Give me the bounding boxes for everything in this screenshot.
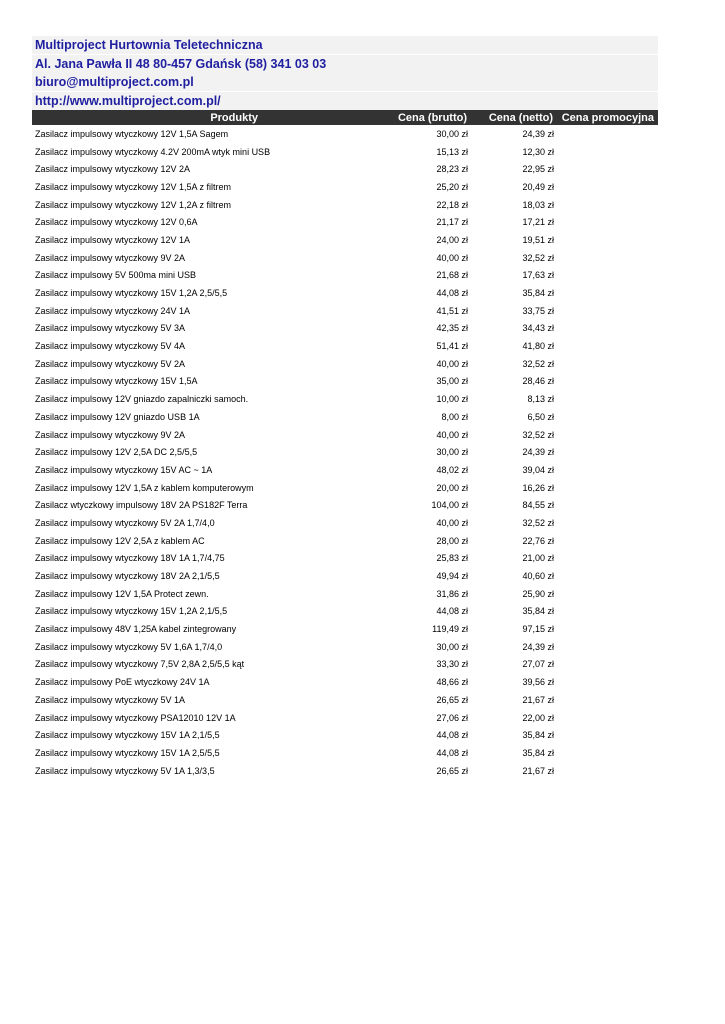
price-brutto-cell: 28,23 zł	[436, 164, 468, 175]
table-row	[32, 603, 658, 621]
price-table	[32, 110, 658, 779]
table-row	[32, 620, 658, 638]
price-promo-cell	[556, 337, 658, 355]
product-name-cell: Zasilacz impulsowy wtyczkowy PSA12010 12V 1A	[35, 712, 236, 723]
product-name-cell: Zasilacz impulsowy wtyczkowy 18V 1A 1,7/4,75	[35, 553, 225, 564]
product-name-cell: Zasilacz impulsowy PoE wtyczkowy 24V 1A	[35, 677, 210, 688]
price-netto-cell: 17,21 zł	[522, 217, 554, 228]
price-promo-cell	[556, 496, 658, 514]
product-name-cell: Zasilacz impulsowy 48V 1,25A kabel zintegrowany	[35, 624, 237, 635]
table-row	[32, 143, 658, 161]
price-promo-cell	[556, 585, 658, 603]
price-brutto-cell: 41,51 zł	[436, 305, 468, 316]
price-brutto-cell: 25,20 zł	[436, 181, 468, 192]
product-name-cell: Zasilacz impulsowy wtyczkowy 12V 1A	[35, 234, 191, 245]
price-brutto-cell: 40,00 zł	[436, 517, 468, 528]
price-netto-cell: 19,51 zł	[522, 234, 554, 245]
product-name-cell: Zasilacz impulsowy 12V gniazdo zapalniczki samoch.	[35, 394, 249, 405]
table-row	[32, 426, 658, 444]
price-promo-cell	[556, 673, 658, 691]
price-netto-cell: 22,95 zł	[522, 164, 554, 175]
column-header-netto: Cena (netto)	[470, 110, 556, 125]
product-name-cell: Zasilacz impulsowy wtyczkowy 15V 1,2A 2,5/5,5	[35, 288, 228, 299]
product-name-cell: Zasilacz impulsowy wtyczkowy 24V 1A	[35, 305, 191, 316]
table-row	[32, 337, 658, 355]
product-name-cell: Zasilacz impulsowy wtyczkowy 12V 1,2A z filtrem	[35, 199, 232, 210]
price-promo-cell	[556, 443, 658, 461]
product-name-cell: Zasilacz impulsowy wtyczkowy 15V 1A 2,5/5,5	[35, 747, 220, 758]
price-brutto-cell: 31,86 zł	[436, 588, 468, 599]
table-row	[32, 249, 658, 267]
product-name-cell: Zasilacz impulsowy 12V 1,5A z kablem komputerowym	[35, 482, 254, 493]
table-row	[32, 443, 658, 461]
price-netto-cell: 39,04 zł	[522, 464, 554, 475]
price-promo-cell	[556, 532, 658, 550]
product-name-cell: Zasilacz impulsowy wtyczkowy 5V 2A 1,7/4,0	[35, 517, 215, 528]
price-brutto-cell: 40,00 zł	[436, 429, 468, 440]
product-name-cell: Zasilacz impulsowy wtyczkowy 15V AC ~ 1A	[35, 464, 213, 475]
price-promo-cell	[556, 638, 658, 656]
price-promo-cell	[556, 620, 658, 638]
price-netto-cell: 33,75 zł	[522, 305, 554, 316]
price-netto-cell: 21,67 zł	[522, 694, 554, 705]
table-row	[32, 390, 658, 408]
price-promo-cell	[556, 125, 658, 143]
price-netto-cell: 35,84 zł	[522, 747, 554, 758]
price-brutto-cell: 25,83 zł	[436, 553, 468, 564]
price-promo-cell	[556, 267, 658, 285]
price-netto-cell: 24,39 zł	[522, 447, 554, 458]
price-brutto-cell: 49,94 zł	[436, 571, 468, 582]
price-promo-cell	[556, 461, 658, 479]
company-website[interactable]: http://www.multiproject.com.pl/	[32, 92, 658, 110]
price-brutto-cell: 48,02 zł	[436, 464, 468, 475]
column-header-product: Produkty	[32, 110, 384, 125]
product-name-cell: Zasilacz impulsowy wtyczkowy 9V 2A	[35, 429, 186, 440]
column-header-promo: Cena promocyjna	[556, 110, 658, 125]
price-brutto-cell: 33,30 zł	[436, 659, 468, 670]
product-name-cell: Zasilacz impulsowy wtyczkowy 12V 0,6A	[35, 217, 198, 228]
price-brutto-cell: 40,00 zł	[436, 358, 468, 369]
price-brutto-cell: 35,00 zł	[436, 376, 468, 387]
product-name-cell: Zasilacz impulsowy wtyczkowy 7,5V 2,8A 2,5/5,5 kąt	[35, 659, 245, 670]
table-row	[32, 178, 658, 196]
price-promo-cell	[556, 550, 658, 568]
price-promo-cell	[556, 744, 658, 762]
table-row	[32, 532, 658, 550]
company-name: Multiproject Hurtownia Teletechniczna	[32, 36, 658, 54]
price-netto-cell: 35,84 zł	[522, 730, 554, 741]
price-table-header	[32, 110, 658, 125]
price-netto-cell: 35,84 zł	[522, 288, 554, 299]
price-promo-cell	[556, 479, 658, 497]
price-promo-cell	[556, 213, 658, 231]
price-brutto-cell: 22,18 zł	[436, 199, 468, 210]
price-promo-cell	[556, 656, 658, 674]
price-brutto-cell: 30,00 zł	[436, 128, 468, 139]
price-brutto-cell: 51,41 zł	[436, 341, 468, 352]
table-row	[32, 196, 658, 214]
price-brutto-cell: 21,17 zł	[436, 217, 468, 228]
table-row	[32, 373, 658, 391]
price-promo-cell	[556, 178, 658, 196]
company-address: Al. Jana Pawła II 48 80-457 Gdańsk (58) 341 03 03	[32, 55, 658, 73]
price-brutto-cell: 30,00 zł	[436, 641, 468, 652]
table-row	[32, 160, 658, 178]
table-row	[32, 656, 658, 674]
price-netto-cell: 17,63 zł	[522, 270, 554, 281]
product-name-cell: Zasilacz impulsowy wtyczkowy 5V 1A	[35, 694, 186, 705]
price-netto-cell: 32,52 zł	[522, 429, 554, 440]
product-name-cell: Zasilacz impulsowy wtyczkowy 5V 3A	[35, 323, 186, 334]
table-row	[32, 461, 658, 479]
column-header-brutto: Cena (brutto)	[384, 110, 470, 125]
price-promo-cell	[556, 302, 658, 320]
price-netto-cell: 32,52 zł	[522, 358, 554, 369]
table-row	[32, 320, 658, 338]
price-promo-cell	[556, 762, 658, 780]
price-promo-cell	[556, 426, 658, 444]
price-netto-cell: 21,67 zł	[522, 765, 554, 776]
price-brutto-cell: 30,00 zł	[436, 447, 468, 458]
product-name-cell: Zasilacz impulsowy 12V 1,5A Protect zewn.	[35, 588, 209, 599]
table-row	[32, 726, 658, 744]
price-netto-cell: 24,39 zł	[522, 641, 554, 652]
price-brutto-cell: 27,06 zł	[436, 712, 468, 723]
price-netto-cell: 39,56 zł	[522, 677, 554, 688]
product-name-cell: Zasilacz impulsowy 12V gniazdo USB 1A	[35, 411, 200, 422]
price-netto-cell: 25,90 zł	[522, 588, 554, 599]
price-brutto-cell: 26,65 zł	[436, 765, 468, 776]
price-list-page	[32, 36, 658, 779]
table-row	[32, 550, 658, 568]
product-name-cell: Zasilacz impulsowy wtyczkowy 12V 2A	[35, 164, 191, 175]
price-promo-cell	[556, 390, 658, 408]
table-row	[32, 691, 658, 709]
price-promo-cell	[556, 160, 658, 178]
price-promo-cell	[556, 373, 658, 391]
price-promo-cell	[556, 284, 658, 302]
price-promo-cell	[556, 408, 658, 426]
price-netto-cell: 32,52 zł	[522, 517, 554, 528]
product-name-cell: Zasilacz impulsowy wtyczkowy 5V 4A	[35, 341, 186, 352]
product-name-cell: Zasilacz impulsowy wtyczkowy 15V 1,2A 2,1/5,5	[35, 606, 228, 617]
product-name-cell: Zasilacz impulsowy wtyczkowy 5V 2A	[35, 358, 186, 369]
price-promo-cell	[556, 567, 658, 585]
table-row	[32, 125, 658, 143]
price-netto-cell: 18,03 zł	[522, 199, 554, 210]
price-netto-cell: 84,55 zł	[522, 500, 554, 511]
price-promo-cell	[556, 726, 658, 744]
price-promo-cell	[556, 709, 658, 727]
price-netto-cell: 6,50 zł	[527, 411, 554, 422]
table-row	[32, 762, 658, 780]
table-row	[32, 355, 658, 373]
product-name-cell: Zasilacz impulsowy wtyczkowy 5V 1A 1,3/3,5	[35, 765, 215, 776]
product-name-cell: Zasilacz impulsowy wtyczkowy 4.2V 200mA wtyk mini USB	[35, 146, 271, 157]
product-name-cell: Zasilacz impulsowy wtyczkowy 9V 2A	[35, 252, 186, 263]
price-promo-cell	[556, 231, 658, 249]
table-row	[32, 744, 658, 762]
price-table-body	[32, 125, 658, 779]
price-netto-cell: 8,13 zł	[527, 394, 554, 405]
table-row	[32, 514, 658, 532]
table-row	[32, 709, 658, 727]
table-row	[32, 479, 658, 497]
price-promo-cell	[556, 691, 658, 709]
price-brutto-cell: 44,08 zł	[436, 288, 468, 299]
price-netto-cell: 35,84 zł	[522, 606, 554, 617]
price-brutto-cell: 44,08 zł	[436, 747, 468, 758]
product-name-cell: Zasilacz impulsowy 12V 2,5A z kablem AC	[35, 535, 205, 546]
price-netto-cell: 21,00 zł	[522, 553, 554, 564]
price-netto-cell: 41,80 zł	[522, 341, 554, 352]
product-name-cell: Zasilacz impulsowy wtyczkowy 15V 1A 2,1/5,5	[35, 730, 220, 741]
table-row	[32, 673, 658, 691]
price-brutto-cell: 26,65 zł	[436, 694, 468, 705]
table-row	[32, 408, 658, 426]
product-name-cell: Zasilacz impulsowy wtyczkowy 5V 1,6A 1,7/4,0	[35, 641, 223, 652]
product-name-cell: Zasilacz impulsowy 12V 2,5A DC 2,5/5,5	[35, 447, 198, 458]
company-email[interactable]: biuro@multiproject.com.pl	[32, 73, 658, 91]
price-brutto-cell: 20,00 zł	[436, 482, 468, 493]
price-netto-cell: 12,30 zł	[522, 146, 554, 157]
product-name-cell: Zasilacz impulsowy wtyczkowy 12V 1,5A Sagem	[35, 128, 229, 139]
price-netto-cell: 40,60 zł	[522, 571, 554, 582]
price-netto-cell: 97,15 zł	[522, 624, 554, 635]
price-brutto-cell: 42,35 zł	[436, 323, 468, 334]
table-row	[32, 267, 658, 285]
product-name-cell: Zasilacz wtyczkowy impulsowy 18V 2A PS182F Terra	[35, 500, 248, 511]
product-name-cell: Zasilacz impulsowy wtyczkowy 12V 1,5A z filtrem	[35, 181, 232, 192]
price-netto-cell: 20,49 zł	[522, 181, 554, 192]
price-brutto-cell: 15,13 zł	[436, 146, 468, 157]
price-netto-cell: 34,43 zł	[522, 323, 554, 334]
price-promo-cell	[556, 320, 658, 338]
table-row	[32, 302, 658, 320]
price-netto-cell: 27,07 zł	[522, 659, 554, 670]
price-brutto-cell: 10,00 zł	[436, 394, 468, 405]
price-brutto-cell: 44,08 zł	[436, 730, 468, 741]
price-brutto-cell: 24,00 zł	[436, 234, 468, 245]
price-netto-cell: 28,46 zł	[522, 376, 554, 387]
table-row	[32, 638, 658, 656]
price-netto-cell: 32,52 zł	[522, 252, 554, 263]
table-row	[32, 585, 658, 603]
price-promo-cell	[556, 249, 658, 267]
price-netto-cell: 24,39 zł	[522, 128, 554, 139]
price-brutto-cell: 40,00 zł	[436, 252, 468, 263]
product-name-cell: Zasilacz impulsowy wtyczkowy 15V 1,5A	[35, 376, 198, 387]
price-brutto-cell: 21,68 zł	[436, 270, 468, 281]
price-brutto-cell: 8,00 zł	[441, 411, 468, 422]
table-row	[32, 284, 658, 302]
price-brutto-cell: 48,66 zł	[436, 677, 468, 688]
price-brutto-cell: 119,49 zł	[432, 624, 468, 635]
price-promo-cell	[556, 143, 658, 161]
price-brutto-cell: 44,08 zł	[436, 606, 468, 617]
product-name-cell: Zasilacz impulsowy wtyczkowy 18V 2A 2,1/5,5	[35, 571, 220, 582]
price-promo-cell	[556, 196, 658, 214]
table-row	[32, 567, 658, 585]
table-row	[32, 213, 658, 231]
price-netto-cell: 22,76 zł	[522, 535, 554, 546]
table-row	[32, 231, 658, 249]
price-netto-cell: 22,00 zł	[522, 712, 554, 723]
price-brutto-cell: 104,00 zł	[431, 500, 468, 511]
price-netto-cell: 16,26 zł	[522, 482, 554, 493]
table-row	[32, 496, 658, 514]
price-brutto-cell: 28,00 zł	[436, 535, 468, 546]
product-name-cell: Zasilacz impulsowy 5V 500ma mini USB	[35, 270, 197, 281]
price-promo-cell	[556, 514, 658, 532]
price-promo-cell	[556, 603, 658, 621]
price-promo-cell	[556, 355, 658, 373]
